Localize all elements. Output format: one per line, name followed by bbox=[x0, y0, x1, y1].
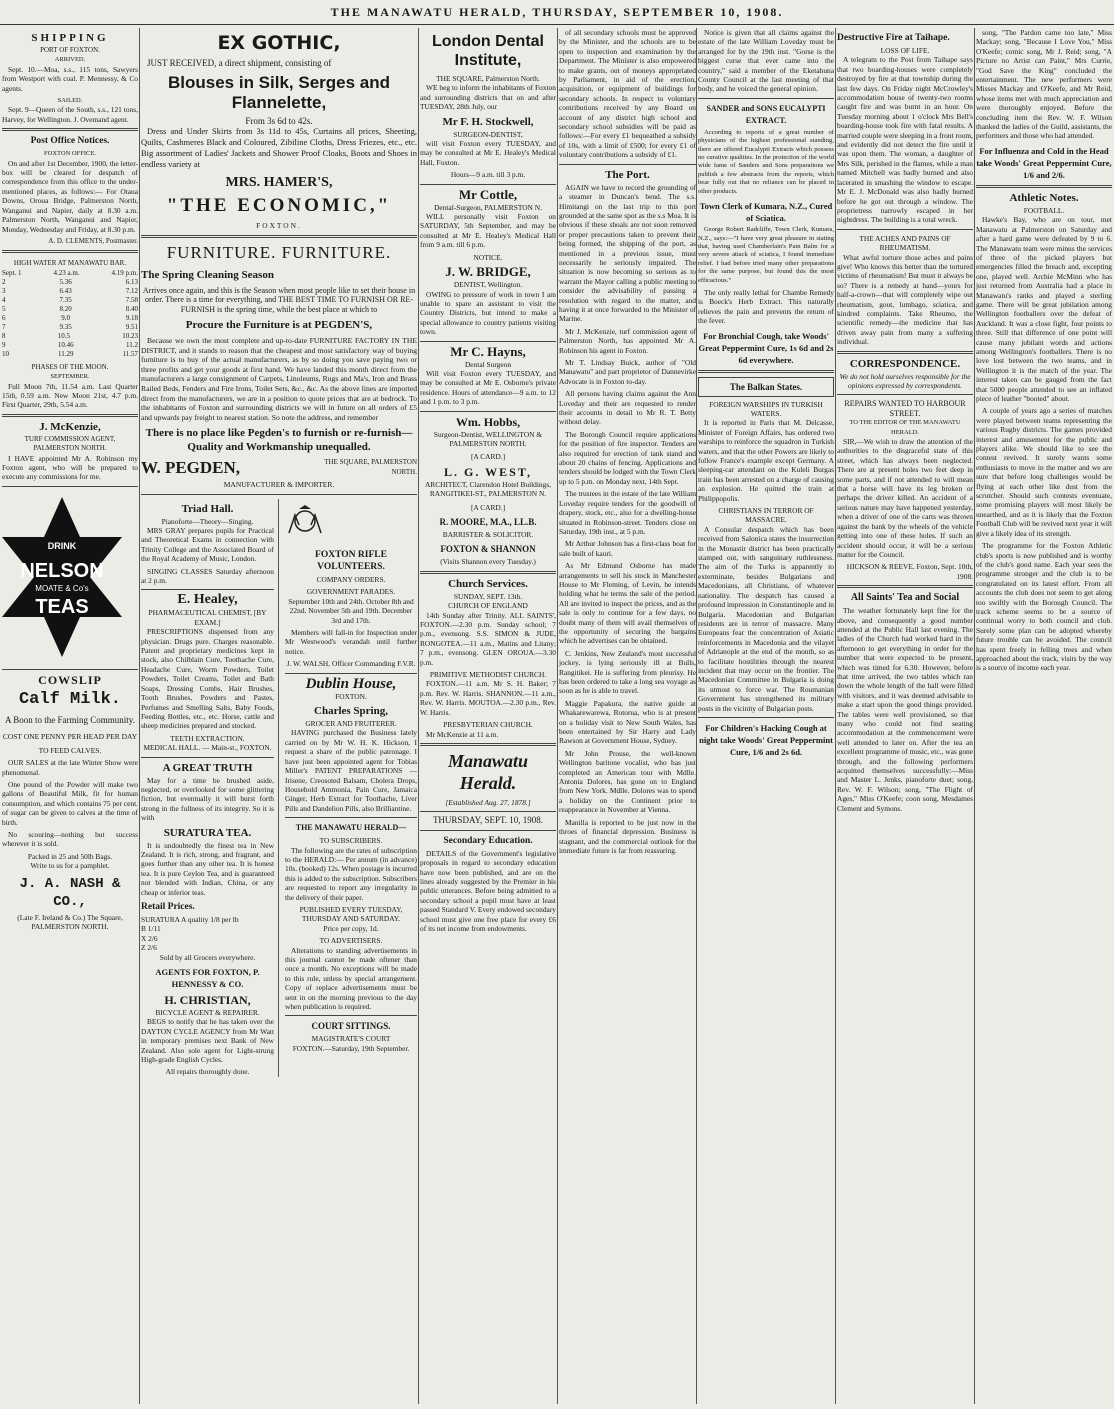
kumara-heading: Town Clerk of Kumara, N.Z., Cured of Sciatica. bbox=[699, 201, 833, 224]
column-5 bbox=[698, 28, 834, 1404]
tide-cell: 5.36 bbox=[59, 277, 72, 286]
divider bbox=[976, 185, 1112, 188]
economic-heading: "THE ECONOMIC," bbox=[166, 195, 392, 217]
tide-cell: Sept. 1 bbox=[2, 268, 22, 277]
furniture-heading: FURNITURE. FURNITURE. bbox=[166, 242, 392, 262]
divider bbox=[420, 811, 556, 812]
suratura-heading: SURATURA TEA. bbox=[163, 826, 252, 839]
repairs-to: TO THE EDITOR OF THE MANAWATU HERALD. bbox=[849, 419, 961, 436]
tide-cell: 9.18 bbox=[125, 313, 138, 322]
rifle-text: Members will fall-in for Inspection under Mr Westwood's verandah until further notice. bbox=[285, 628, 417, 656]
divider bbox=[698, 717, 834, 718]
rifle-heading: FOXTON RIFLE VOLUNTEERS. bbox=[315, 550, 387, 572]
column-1 bbox=[2, 28, 138, 1404]
powder-text: One pound of the Powder will make two gallons of Beautiful Milk, fit for human consumption, and which contains 75 per cent. of sugar can be given to calves at the time of birth. bbox=[2, 780, 138, 827]
tide-cell: 5 bbox=[2, 304, 6, 313]
retail-row: Z 2/6 bbox=[141, 943, 157, 953]
moore-sub: BARRISTER & SOLICITOR. bbox=[442, 530, 534, 539]
blouse-price: From 3s 6d to 42s. bbox=[245, 116, 313, 126]
arrived-text: Sept. 10.—Moa, s.s., 115 tons, Sawyers from Westport with coal. P. Mennessy, & Co agents. bbox=[2, 64, 138, 93]
calf-milk-heading: Calf Milk. bbox=[18, 690, 122, 710]
tide-cell: 10 bbox=[2, 349, 9, 358]
stockwell-name: Mr F. H. Stockwell, bbox=[442, 115, 534, 128]
sanders-heading: SANDER and SONS EUCALYPTI EXTRACT. bbox=[706, 103, 826, 125]
no-place-heading: There is no place like Pegden's to furnish or re-furnish—Quality and Workmanship unequalled. bbox=[145, 427, 413, 454]
column-rule bbox=[696, 28, 697, 1404]
divider bbox=[141, 589, 274, 590]
great-truth-text: May for a time be brushed aside, neglected, or overlooked for some glittering fiction, but eventually it will burst forth strong in the fullness of its integrity. So it is with bbox=[141, 775, 274, 823]
court-heading: COURT SITTINGS. bbox=[311, 1021, 391, 1032]
spring-cleaning-heading: The Spring Cleaning Season bbox=[141, 268, 274, 281]
football-text-3: The programme for the Foxton Athletic club's sports is now published and is worthy of the club's good name. Each year sees the programme stronger and the club is to be congratulated on its latest effort. From all accounts the club does not seem to get along too swiftly with the Borough Council. The track scheme seems to be a source of continual worry to both council and club. Surely some plan can be adopted whereby future trouble can be avoided. The council has spent freely in felling trees and when approached about the track, visits by the way is a source of income each year. bbox=[976, 541, 1112, 673]
star-nelson: NELSON bbox=[20, 559, 104, 582]
rheumatism-heading: THE ACHES AND PAINS OF RHEUMATISM. bbox=[859, 233, 951, 253]
post-office-sign: A. D. CLEMENTS, Postmaster. bbox=[48, 236, 138, 245]
pegden-name: W. PEGDEN, bbox=[141, 458, 241, 478]
claims-note: All persons having claims against the Ann Loveday and their are requested to render their accounts in detail to Mr R. T. Betty without delay. bbox=[559, 389, 696, 427]
sales-text: OUR SALES at the late Winter Show were phenomenal. bbox=[2, 758, 138, 777]
spring-name: Charles Spring, bbox=[314, 705, 388, 718]
column-7 bbox=[976, 28, 1112, 1404]
column-3 bbox=[420, 28, 556, 1404]
dress-text: Dress and Under Skirts from 3s 11d to 45s, Curtains all prices, Sheeting, Quilts, Cashmeres Black and Coloured, Zibiline Cloths, Dress Friezes, etc., etc. Big assortment of Ladies' Jackets and Shower Proof Cloaks, Boots and Shoes in endless variety at bbox=[141, 126, 417, 170]
herald-subscribers-sub: TO SUBSCRIBERS. bbox=[319, 836, 383, 846]
write-text: Write to us for a pamphlet. bbox=[30, 861, 110, 871]
price-per-copy: Price per copy, 1d. bbox=[323, 923, 379, 933]
repairs-text: SIR,—We wish to draw the attention of the authorities to the disgraceful state of this street, which has always been neglected. There are at present holes two feet deep in some parts, and if not attended to will mean that a horse will have its leg broken or perhaps the driver killed. An accident of a serious nature may have happened yesterday, when a driver of one of the carts was thrown against the bank by the wheels of the vehicle getting into one of these holes. If such an accident should occur, it will be a serious matter for the Council. bbox=[837, 437, 973, 559]
tide-row bbox=[2, 314, 138, 323]
divider bbox=[420, 411, 556, 412]
christians-text: A Consular despatch which has been received from Salonica states the insurrection in the Monastir district has been practically stamped out, with sanguinary ruthlessness. The aim of the Turks is apparently to exterminate, besides Bulgarians and Macedonians, all Christians, of whatever nationality. The despatch has caused a profound impression in Constantinople and in Bulgaria. Macedonian and Bulgarian residents are in terror of massacre. Many Europeans fear the concentration of Asiatic reinforcements in Macedonia and the vilayet of Adrianople at the end of the month, so as to facilitate hostilities through the nearest incident that may occur on the frontier. The Macedonian Committee in Bulgaria is doing its utmost to force war. The Roumanian Government has strengthened its military posts in the vicinity of Bulgarian posts. bbox=[698, 524, 834, 713]
tide-row bbox=[2, 323, 138, 332]
masthead: THE MANAWATU HERALD, THURSDAY, SEPTEMBER 10, 1908. bbox=[0, 0, 1114, 25]
moon-heading: PHASES OF THE MOON. bbox=[31, 362, 109, 371]
tide-row bbox=[2, 296, 138, 305]
healey-text: PRESCRIPTIONS dispensed from any physician. Drugs pure. Charges reasonable. Patent and proprietary medicines kept in stock, also Chilblain Cure, Toothache Cure, Headache Cure, Worm Powders, Toilet Powders, Toilet Creams, Toilet and Bath Soaps, Dressing Combs, Hair Brushes, Tooth Brushes, Powders and Pastes, Perfumes and Smelling Salts, Baby Foods, Feeding Bottles, etc., etc. Horse, cattle and sheep medicines prepared and stocked. bbox=[141, 627, 274, 731]
tide-cell: 9.35 bbox=[59, 322, 72, 331]
divider bbox=[420, 743, 556, 746]
bridge-sub: DENTIST, Wellington. bbox=[453, 280, 523, 290]
fire-text: A telegram to the Post from Taihape says that two boarding-houses were completely destroyed by fire at that township during the last few days. On Friday night McCrowley's accommodation house of twenty-two rooms caught fire and was burnt in an hour. On Tuesday morning about 1 o'clock Mrs Bell's boarding-house took fire with fatal results. A married couple were sleeping in a front room, and evidently did not detect the fire until it was upon them. The woman, a daughter of Mrs Silk, perished in the flames, while a man named Mitchell was badly burned and also lacerated in smashing the window to escape. Mr E. J. McDonald was also badly burned before he got out through a window. The proprietress narrowly escaped in her nightdress. The building is a total wreck. bbox=[837, 55, 973, 225]
healey-heading: E. Healey, bbox=[177, 592, 238, 608]
church-services-heading: Church Services. bbox=[448, 577, 528, 590]
nash-heading: J. A. NASH & CO., bbox=[19, 875, 121, 910]
kumara-text: George Robert Radcliffe, Town Clerk, Kumara, N.Z., says:—"I have very great pleasure in stating that, having used Chamberlain's Pain Balm for a very severe attack of sciatica, I found immediate relief. I had before tried many other preparations for the same purpose, but found this the most efficacious." bbox=[698, 226, 834, 284]
mckenzie-note: Mr J. McKenzie, turf commission agent of Palmerston North, has appointed Mr A. Robinson his agent in Foxton. bbox=[559, 326, 696, 355]
football-text-2: A couple of years ago a series of matches were played between teams representing the various Rugby districts. The games provided interest and amusement for the public and players alike. We should like to see the contest revived. It surely wants some enthusiasts to move in the matter and we are sure that before long challenges would be flying at each other like dust from the scrutcher. Should such contests eventuate, some promising players will most likely be unearthed, and as it is likely that the Foxton Football Club will be revived next year it will give a likely idea of its strength. bbox=[976, 406, 1112, 538]
tide-cell: 7.12 bbox=[125, 286, 138, 295]
agents-heading: AGENTS FOR FOXTON, P. HENNESSY & CO. bbox=[155, 967, 260, 990]
secondary-cont: of all secondary schools must be approved by the Minister, and the schools are to be open to inspection and examination by the Department. The Minister is also empowered to make grants, out of moneys appropriated by Parliament, in aid of the erection, acquisition, or equipment of buildings for secondary schools. In respect to voluntary contributions received by any Board on account of any district high school and secondary school subsidies will be paid as follows:—For every £1 bequeathed a subsidy of 10s, with a limit of £500; for every £1 of voluntary contributions a subsidy of £1. bbox=[559, 28, 696, 160]
port-heading: PORT OF FOXTON. bbox=[40, 46, 100, 54]
christian-heading: H. CHRISTIAN, bbox=[164, 993, 251, 1008]
influenza-heading: For Influenza and Cold in the Head take Woods' Great Peppermint Cure, 1/6 and 2/6. bbox=[976, 145, 1112, 180]
mckenzie-text: I HAVE appointed Mr A. Robinson my Foxton agent, who will be prepared to execute any commissions for me. bbox=[2, 453, 138, 482]
column-rule bbox=[557, 28, 558, 1404]
nash-sub: (Late F. Ireland & Co.) The Square, PALMERSTON NORTH. bbox=[17, 912, 123, 932]
tide-cell: 6 bbox=[2, 313, 6, 322]
port-text: AGAIN we have to record the grounding of a steamer in Duncan's bend. The s.s. Himitangi on the last trip to this port grounded at the same spot as the s.s Moa. It is obvious if these shoals are not soon removed or proper precautions taken to prevent their being formed, the shipping of the port, as mentioned in a previous issue, must necessarily be seriously impaired. The situation is now becoming so serious as to warrant the Mayor calling a public meeting to consider the advisability of passing a resolution with regard to the matter, and having it at once forwarded to the Minister of Marine. bbox=[559, 182, 696, 324]
post-office-heading: Post Office Notices. bbox=[30, 136, 110, 147]
tide-table bbox=[2, 269, 138, 359]
tide-cell: 7.58 bbox=[125, 295, 138, 304]
bronchial-heading: For Bronchial Cough, take Woods' Great Peppermint Cure, 1s 6d and 2s 6d everywhere. bbox=[698, 330, 834, 365]
foxton-shannon: FOXTON & SHANNON bbox=[440, 544, 536, 555]
card-label: [A CARD.] bbox=[470, 452, 506, 462]
triad-hall-text: MRS GRAY prepares pupils for Practical and Theoretical Exams in connection with Trinity College and the Associated Board of the Royal Academy of Music, London. bbox=[141, 526, 274, 564]
medical-hall: MEDICAL HALL. — Main-st., FOXTON. bbox=[143, 743, 272, 753]
football-text: Hawke's Bay, who are on tour, met Manawatu at Palmerston on Saturday and after a hard game were defeated by 9 to 6. The Manawatu team were minus the services of three of the picked players but emergencies filled the breach and, excepting one, played well. Archie McMinn who has just returned from Australia had a place in Manawatu's ranks and played a sterling game. There will be great jubilation among Wellington footballers over the defeat of Auckland. It was a close fight, four points to three. Still that difference of one point will cause many jubilant words and actions among Wellington's footballers. There is no love lost between the two teams, and in Wellington it is the match of the year. The interest taken can be gauged from the fact that 5000 people attended to see an inflated piece of leather "booted" about. bbox=[976, 215, 1112, 403]
pegden-address: THE SQUARE, PALMERSTON NORTH. bbox=[324, 458, 417, 476]
bridge-text: OWING to pressure of work in town I am unable to spare an assistant to visit the Country Districts, but intend to make a special allowance to country patients visiting town. bbox=[420, 289, 556, 337]
divider bbox=[141, 235, 417, 238]
foreign-heading: FOREIGN WARSHIPS IN TURKISH WATERS. bbox=[709, 399, 823, 418]
herald-title: Manawatu Herald. bbox=[447, 750, 529, 793]
trustees-note: The trustees in the estate of the late William Loveday require tenders for the goodwill of drapery, stock, etc., also for a dwelling-house situated in Robinson-street. Tenders close on Saturday, 19th inst., at 5 p.m. bbox=[559, 489, 696, 536]
tide-cell: 11.29 bbox=[58, 349, 74, 358]
tide-cell: 6.13 bbox=[125, 277, 138, 286]
methodist-heading: PRIMITIVE METHODIST CHURCH. bbox=[429, 670, 547, 680]
correspondence-note: We do not hold ourselves responsible for the opinions expressed by correspondents. bbox=[839, 371, 971, 390]
cottle-sub: Dental-Surgeon, PALMERSTON N. bbox=[434, 202, 542, 212]
divider bbox=[420, 184, 556, 185]
divider bbox=[420, 830, 556, 831]
hayns-name: Mr C. Hayns, bbox=[450, 343, 526, 359]
tide-cell: 6.43 bbox=[59, 286, 72, 295]
retail-row: SURATURA A quality 1/8 per lb bbox=[141, 915, 239, 924]
mckenzie-sub: TURF COMMISSION AGENT, PALMERSTON NORTH. bbox=[24, 434, 116, 453]
royal-crest-icon bbox=[285, 503, 325, 539]
port-heading: The Port. bbox=[605, 168, 650, 181]
christian-end: All repairs thoroughly done. bbox=[165, 1067, 250, 1077]
dublin-house-sub: FOXTON. bbox=[335, 691, 367, 701]
pegden-sub: MANUFACTURER & IMPORTER. bbox=[223, 480, 335, 490]
johnson-note: Mr Arthur Johnson has a first-class boat for sale built of kauri. bbox=[559, 539, 696, 558]
star-moate: MOATE & Co's bbox=[35, 583, 89, 593]
column-6 bbox=[837, 28, 973, 1404]
divider bbox=[2, 669, 138, 670]
scouring-text: No scouring—nothing but success wherever it is sold. bbox=[2, 830, 138, 849]
stockwell-hours: Hours—9 a.m. till 3 p.m. bbox=[450, 170, 526, 180]
triad-hall-heading: Triad Hall. bbox=[181, 502, 234, 515]
cost-text: COST ONE PENNY PER HEAD PER DAY TO FEED CALVES. bbox=[2, 732, 138, 756]
tide-cell: 7 bbox=[2, 322, 6, 331]
cottle-name: Mr Cottle, bbox=[458, 186, 518, 202]
all-saints-cont: song, "The Pardon came too late," Miss Mackay; song, "Because I Love You," Miss O'Keefe; comic song, Mr J. Reid; song, "A Picture no Artist can Paint," Mrs Currie, "God Save the King" concluded the entertainment. The new performers were Misses Mackay and O'Keefe, and Mr Reid, whose items met with much appreciation and were thoroughly enjoyed. Before the concluding item the Rev. W. F. Wilson thanked the ladies of the Guild, assistants, the performers and those who had attended. bbox=[976, 28, 1112, 141]
divider bbox=[559, 164, 696, 165]
star-drink: DRINK bbox=[47, 540, 77, 551]
walsh-sign: J. W. WALSH, Officer Commanding F.V.R. bbox=[286, 659, 416, 669]
tide-cell: 8.20 bbox=[59, 304, 72, 313]
balkan-heading: The Balkan States. bbox=[698, 377, 834, 397]
divider bbox=[420, 571, 556, 574]
boon-text: A Boon to the Farming Community. bbox=[5, 715, 135, 726]
hayns-sub: Dental Surgeon bbox=[464, 359, 512, 369]
retail-sold: Sold by all Grocers everywhere. bbox=[159, 952, 256, 962]
divider bbox=[698, 370, 834, 373]
retail-row: B 1/11 bbox=[141, 924, 161, 934]
divider bbox=[285, 673, 417, 674]
tide-cell: 8.40 bbox=[125, 304, 138, 313]
church-of-england: CHURCH OF ENGLAND bbox=[448, 601, 528, 611]
cottle-text: WILL personally visit Foxton on SATURDAY, 5th September, and may be consulted at Mr E. Healey's Medical Hall from 9 a.m. till 6 p.m. bbox=[420, 212, 556, 250]
jenkins-note: C. Jenkins, New Zealand's most successful jockey, is lying seriously ill at Bulls, Rangitikei. He is suffering from pleurisy. He has been ordered to take a long sea voyage as soon as he is able to travel. bbox=[559, 648, 696, 696]
column-rule bbox=[139, 28, 140, 1404]
west-name: L. G. WEST, bbox=[444, 464, 532, 479]
tide-cell: 4.19 p.m. bbox=[111, 268, 138, 277]
tide-row bbox=[2, 341, 138, 350]
tide-row bbox=[2, 269, 138, 278]
moon-text: Full Moon 7th, 11.54 a.m. Last Quarter 15th, 0.59 a.m. New Moon 21st, 4.7 p.m. First Quarter, 29th, 5.54 a.m. bbox=[2, 381, 138, 410]
triad-hall-sub: Pianoforte—Theory—Singing. bbox=[161, 516, 254, 526]
moore-name: R. MOORE, M.A., LL.B. bbox=[439, 517, 537, 527]
council-note: The Borough Council require applications for the position of fire inspector. Tenders are also required for erection of tank stand and about 20 chains of fencing. Applications and tenders should be lodged with the Town Clerk up to 5 p.m. on Monday next, 14th Sept. bbox=[559, 429, 696, 486]
dublin-house-heading: Dublin House, bbox=[305, 675, 397, 692]
christian-sub: BICYCLE AGENT & REPAIRER. bbox=[155, 1008, 260, 1018]
divider bbox=[2, 128, 138, 131]
retail-rows bbox=[141, 915, 274, 953]
divider bbox=[837, 394, 973, 395]
great-truth-heading: A GREAT TRUTH bbox=[162, 761, 253, 774]
tide-row bbox=[2, 332, 138, 341]
divider bbox=[141, 757, 274, 758]
tide-cell: 9 bbox=[2, 340, 6, 349]
divider bbox=[698, 98, 834, 99]
tide-cell: 8 bbox=[2, 331, 6, 340]
packed-text: Packed in 25 and 50lb Bags. bbox=[27, 851, 113, 861]
only-text: The only really lethal for Chambe Remedy is Boeck's Herb Extract. This naturally relieves the pain and prevents the return of the fever. bbox=[698, 287, 834, 326]
star-teas: TEAS bbox=[35, 595, 89, 618]
tide-cell: 11.57 bbox=[122, 349, 138, 358]
fire-heading: Destructive Fire at Taihape. bbox=[837, 33, 950, 43]
sailed-label: SAILED. bbox=[57, 97, 83, 105]
cowslip-heading: COWSLIP bbox=[38, 673, 102, 688]
blouses-heading: Blouses in Silk, Serges and Flannelette, bbox=[167, 73, 391, 112]
mckenzie-heading: J. McKenzie, bbox=[39, 420, 101, 433]
foreign-text: It is reported in Paris that M. Delcasse, Minister of Foreign Affairs, has ordered two warships to reinforce the squadron in Turkish waters, and that the other Powers are likely to follow France's example except Germany. A sleeping-car attendant on the Kuleli Burgas train has been arrested on a charge of causing an explosion. He quitted the train at Philippopolis. bbox=[698, 418, 834, 503]
triad-hall-singing: SINGING CLASSES Saturday afternoon at 2 p.m. bbox=[141, 566, 274, 586]
government-parades: GOVERNMENT PARADES. bbox=[306, 587, 396, 597]
moon-sub: SEPTEMBER. bbox=[50, 373, 90, 381]
presbyterian-text: Mr McKenzie at 11 a.m. bbox=[426, 729, 499, 739]
tide-cell: 9.51 bbox=[125, 322, 138, 331]
nelson-teas-star-ad bbox=[2, 497, 122, 657]
hamer-foxton: FOXTON. bbox=[256, 221, 302, 231]
divider bbox=[837, 351, 973, 354]
secondary-education-heading: Secondary Education. bbox=[443, 835, 533, 846]
hamer-heading: MRS. HAMER'S, bbox=[225, 175, 333, 191]
retail-row: X 2/6 bbox=[141, 933, 158, 943]
sailed-text: Sept. 9—Queen of the South, s.s., 121 tons, Harvey, for Wellington. J. Ovemand agent. bbox=[2, 105, 138, 124]
post-office-text: On and after 1st December, 1900, the letter-box will be cleared for despatch of correspondence from this office to the under-mentioned places, as follows:— For Otaua Downs, Oroua Bridge, Palmerston North, Wanganui and Napier, daily at 8.30 a.m. Palmerston North, Wanganui and Napier, Monday, Wednesday and Friday, at 8.30 p.m. bbox=[2, 158, 138, 234]
repairs-heading: REPAIRS WANTED TO HARBOUR STREET. bbox=[844, 399, 966, 418]
west-sub: ARCHITECT, Clarendon Hotel Buildings, RANGITIKEI-ST., PALMERSTON N. bbox=[424, 479, 552, 499]
london-dental-text: WE beg to inform the inhabitants of Foxton and surrounding districts that on and after TUESDAY, 28th July, our bbox=[420, 83, 556, 112]
shipping-heading: SHIPPING bbox=[31, 32, 109, 44]
divider bbox=[2, 250, 138, 253]
published-days: PUBLISHED EVERY TUESDAY, THURSDAY AND SATURDAY. bbox=[299, 904, 403, 924]
tide-cell: 7.35 bbox=[59, 295, 72, 304]
tide-heading: HIGH WATER AT MANAWATU BAR. bbox=[13, 259, 127, 268]
tide-cell: 11.2 bbox=[126, 340, 138, 349]
herald-established: [Established Aug. 27, 1878.] bbox=[445, 797, 531, 807]
column-rule bbox=[418, 28, 419, 1404]
buick-note: Mr T. Lindsay Buick, author of "Old Manawatu" and part proprietor of Dannevirke Advocate is in Foxton to-day. bbox=[559, 358, 696, 386]
repairs-sign: HICKSON & REEVE. Foxton, Sept. 10th, 1908. bbox=[846, 562, 973, 581]
ex-gothic-heading: EX GOTHIC, bbox=[217, 32, 341, 54]
all-saints-text: The weather fortunately kept fine for the above, and consequently a good number attended at the Public Hall last evening. The ladies of the Church had worked hard in the afternoon to get everything in order for the number that were expected to be present, which was timed for 6.30. However, before that time arrived, the two tables which ran down the whole length of the hall were filled with visitors, and it was deemed advisable to make a start upon the good things provided. The tables were well provisioned, so that many who could not find seating accommodation at the commencement were well attended to later on. After the tea an excellent programme of music, etc., was gone through, and the following performers acquitted themselves successfully:—Miss and Master L. Jenks, pianoforte duet; song, Rev. W. F. Wilson; song, "The Flight of Ages," Miss O'Keefe; coon song, Mesdames Clement and Symons. bbox=[837, 606, 973, 813]
spring-cleaning-text: Arrives once again, and this is the Season when most people like to set their house in order. There is a time for everything, and THE BEST TIME TO FURNISH OR RE-FURNISH is the spring time, while the best place at which to bbox=[142, 285, 416, 314]
post-office-sub: FOXTON OFFICE. bbox=[44, 150, 96, 158]
column-2 bbox=[141, 28, 417, 1404]
tide-row bbox=[2, 287, 138, 296]
teeth-extraction: TEETH EXTRACTION. bbox=[170, 733, 245, 743]
issue-date: THURSDAY, SEPT. 10, 1908. bbox=[432, 815, 544, 826]
hobbs-sub: Surgeon-Dentist, WELLINGTON & PALMERSTON NORTH. bbox=[433, 429, 543, 448]
hayns-text: Will visit Foxton every TUESDAY, and may be consulted at Mr E. Osborne's private residence. Hours of attendance—9 a.m. to 12 and 1 p.m. to 3 p.m. bbox=[420, 368, 556, 407]
divider bbox=[141, 494, 417, 495]
advertisers-heading: TO ADVERTISERS. bbox=[319, 936, 383, 946]
herald-subscribers-heading: THE MANAWATU HERALD— bbox=[295, 823, 407, 833]
tide-cell: 9.0 bbox=[61, 313, 70, 322]
presbyterian-heading: PRESBYTERIAN CHURCH. bbox=[443, 720, 533, 730]
divider bbox=[285, 817, 417, 818]
christian-text: BEGS to notify that he has taken over the DAYTON CYCLE AGENCY from Mr Watt in temporary premises next Bank of New Zealand. Also sole agent for Light-strung High-grade English Cycles. bbox=[141, 1017, 274, 1065]
football-heading: FOOTBALL. bbox=[1023, 205, 1065, 215]
christians-heading: CHRISTIANS IN TERROR OF MASSACRE. bbox=[718, 506, 814, 525]
correspondence-heading: CORRESPONDENCE. bbox=[849, 357, 961, 370]
divider bbox=[420, 341, 556, 342]
tide-cell: 10.46 bbox=[57, 340, 74, 349]
tide-cell: 4 bbox=[2, 295, 6, 304]
ex-gothic-text: JUST RECEIVED, a direct shipment, consisting of bbox=[147, 58, 332, 68]
osborne-note: As Mr Edmund Osborne has made arrangements to sell his stock in Manchester House to Mr Fleming, of Levin, he intends holding what he terms the sale of the period. All are invited to inspect the prices, and as the sale is only to continue for a few days, no doubt many of them will avail themselves of the opportunity of securing the bargains which he advertises can be obtained. bbox=[559, 561, 696, 646]
herald-subscribers-text: The following are the rates of subscription to the HERALD:— Per annum (in advance) 10s. (booked) 12s. When postage is incurred this is added to the subscription. Subscribers are requested to report any irregularity in the delivery of their paper. bbox=[285, 845, 417, 902]
tide-row bbox=[2, 350, 138, 359]
london-dental-square: THE SQUARE, Palmerston North. bbox=[436, 74, 540, 83]
company-orders: COMPANY ORDERS. bbox=[316, 575, 386, 584]
papakura-note: Maggie Papakura, the native guide at Whakarewarewa, Rotorua, who is at present on a holiday visit to New South Wales, has been entertained by Sir Harry and Lady Rawson at Government House, Sydney. bbox=[559, 698, 696, 746]
column-rule bbox=[974, 28, 975, 1404]
healey-sub: PHARMACEUTICAL CHEMIST, [BY EXAM.] bbox=[148, 608, 267, 627]
parade-dates: September 10th and 24th. October 8th and 22nd. November 5th and 19th. December 3rd and 17th. bbox=[288, 596, 414, 625]
column-2-left bbox=[141, 499, 279, 1077]
church-text: 14th Sunday after Trinity. ALL SAINTS', FOXTON.—2.30 p.m. Sunday school; 7 p.m., evensong. S.S. SIMON & JUDE, RONGOTEA.—11 a.m., Matins and Litany; 7 p.m., evensong. GLEN OROUA.—3.30 p.m. bbox=[420, 610, 556, 667]
column-rule bbox=[835, 28, 836, 1404]
rheumatism-text: What awful torture those aches and pains give! Who knows this better than the tortured victims of rheumatism! But must it always be so? There is a remedy at hand—yours for half-a-crown—that will completely wipe out rheumatism, gout, lumbago, sciatica, and kindred complaints. Take Rheumo, the scientific remedy—the medicine that has driven away pain from many a suffering individual. bbox=[837, 252, 973, 347]
card-label-2: [A CARD.] bbox=[470, 502, 506, 512]
tide-row bbox=[2, 305, 138, 314]
tide-row bbox=[2, 278, 138, 287]
loss-of-life: LOSS OF LIFE. bbox=[880, 46, 930, 55]
athletic-heading: Athletic Notes. bbox=[1009, 191, 1079, 204]
tide-cell: 10.23 bbox=[122, 331, 138, 340]
column-2-right bbox=[285, 499, 417, 1077]
procure-heading: Procure the Furniture is at PEGDEN'S, bbox=[185, 319, 373, 332]
hobbs-name: Wm. Hobbs, bbox=[455, 414, 521, 429]
sanders-text: According to reports of a great number of physicians of the highest professional standing, there are offered Eucalypti Extracts which possess no curative qualities. In the protection of the world wide fame of Sanders and Sons preparations we publish a few abstracts from the reports, which bear fully out that no reliance can be placed in other products. bbox=[698, 128, 834, 195]
divider bbox=[837, 585, 973, 588]
divider bbox=[2, 414, 138, 417]
court-sub: MAGISTRATE'S COURT bbox=[311, 1034, 391, 1044]
prouse-note: Mr John Prouse, the well-known Wellington baritone vocalist, who has just completed an American tour with Mdlle. Antonia Dolores, has gone on to England from New York. Mdlle. Dolores was to spend a holiday on the Continent prior to reappearance in November at Vienna. bbox=[559, 748, 696, 815]
procure-text: Because we own the most complete and up-to-date FURNITURE FACTORY IN THE DISTRICT, and it stands to reason that the cheapest and most satisfactory way of buying furniture is to buy of the actual manufacturers, as by so doing you save paying two or three profits and get your goods at first hand. We have landed this month direct from the manufacturers a large consignment of Carpets, Linoleums, Rugs and Ma's, Iron and Brass Railed Beds, Fenders and Fire Irons, Toilet Sets, &c., &c. As the above lines are imported direct from the manufacturers, we are in a position to quote prices that are at bedrock. To the inhabitants of Foxton and surrounding districts we will in future on all orders of £5 and upwards pay freight to nearest station. So note the address, and remember bbox=[141, 336, 417, 422]
tide-cell: 3 bbox=[2, 286, 6, 295]
secondary-education-text: DETAILS of the Government's legislative proposals in regard to secondary education have now been published, and are on the lines already suggested by the Premier in his public utterances. Before being admitted to a secondary school a pupil must have at least passed Standard V. Every endowed secondary school must give one free place for every £6 of its net income from endowments. bbox=[420, 848, 556, 933]
loveday-note: Notice is given that all claims against the estate of the late William Loveday must be arranged for by the 19th inst. "Gorse is the biggest curse that ever came into the country," said a member of the Eketahuna County Council at the last meeting of that body, and he voiced the general opinion. bbox=[698, 28, 834, 94]
manilla-note: Manilla is reported to be just now in the throes of financial depression. Business is stagnant, and the commercial outlook for the immediate future is far from reassuring. bbox=[559, 817, 696, 855]
divider bbox=[837, 229, 973, 230]
column-4 bbox=[559, 28, 696, 1404]
retail-heading: Retail Prices. bbox=[141, 902, 195, 912]
suratura-text: It is undoubtedly the finest tea in New Zealand. It is rich, strong, and fragrant, and goes further than any other tea. It is honest tea. It is pure Ceylon Tea, and is guaranteed not blended with Indian, China, or any cheap or inferior teas. bbox=[141, 840, 274, 897]
spring-trade: GROCER AND FRUITERER. bbox=[305, 719, 397, 729]
tide-cell: 4.23 a.m. bbox=[53, 268, 80, 277]
divider bbox=[285, 1015, 417, 1016]
tide-cell: 10.5 bbox=[57, 331, 70, 340]
stockwell-text: will visit Foxton every TUESDAY, and may be consulted at Mr E. Healey's Medical Hall, Foxton. bbox=[420, 139, 556, 167]
stockwell-title: SURGEON-DENTIST, bbox=[453, 129, 523, 139]
advertisers-text: Alterations to standing advertisements in this journal cannot be made oftener than once a month. No exceptions will be made to this rule, unless by special arrangement. Copy of replace advertisements must be sent in on the morning previous to the day when publication is required. bbox=[285, 945, 417, 1012]
tide-cell: 2 bbox=[2, 277, 6, 286]
methodist-text: FOXTON.—11 a.m. Mr S. H. Baker; 7 p.m. Rev. W. Harris. SHANNON.—11 a.m., Rev. W. Harris. MOUTOA.—2.30 p.m., Rev. W. Harris. bbox=[420, 679, 556, 717]
bridge-name: J. W. BRIDGE, bbox=[445, 264, 531, 280]
arrived-label: ARRIVED. bbox=[54, 56, 86, 64]
court-text: FOXTON.—Saturday, 19th September. bbox=[292, 1043, 410, 1053]
all-saints-heading: All Saints' Tea and Social bbox=[850, 592, 960, 604]
children-cough-heading: For Children's Hacking Cough at night take Woods' Great Peppermint Cure, 1/6 and 2s 6d. bbox=[699, 722, 833, 757]
church-date: SUNDAY, SEPT. 13th. bbox=[453, 591, 523, 601]
london-dental-heading: London Dental Institute, bbox=[432, 33, 544, 69]
spring-text: HAVING purchased the Business lately carried on by Mr W. H. K. Hickson, I request a share of the public patronage. I have just been appointed agent for Tobias Miller's PATENT PREPARATIONS — Irisene, Creosoted Balsam, Cholera Drops, Household Ammonia, Pain Cure, Jamaica Ginger, Herb Extract for Toothache, Liver Pills and Dandelion Pills, also Brilliantine. bbox=[285, 728, 417, 813]
notice-label: NOTICE. bbox=[473, 252, 503, 262]
shannon-visits: (Visits Shannon every Tuesday.) bbox=[440, 557, 536, 567]
divider bbox=[2, 486, 138, 487]
